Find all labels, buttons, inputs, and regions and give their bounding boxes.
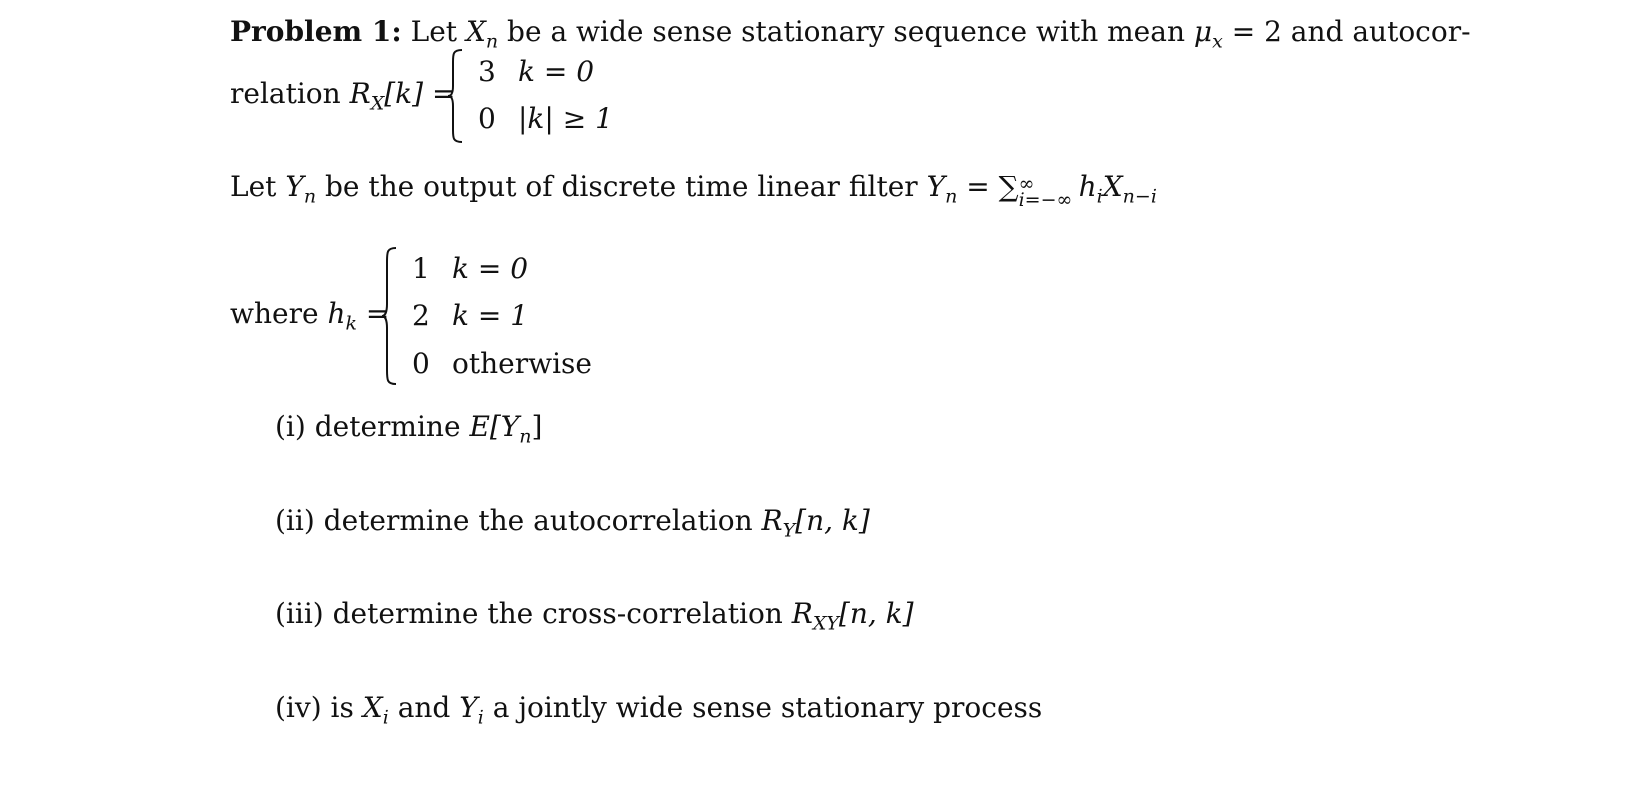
part-iv-text-a: is xyxy=(330,691,354,724)
filter-equals: = xyxy=(966,170,990,203)
relation-word: relation xyxy=(230,77,341,110)
filter-let: Let xyxy=(230,170,277,203)
x-sym: X xyxy=(1102,170,1123,203)
mu-symbol: μ xyxy=(1193,15,1213,48)
hk-case-2-condition: k = 1 xyxy=(452,299,529,332)
intro-let: Let xyxy=(410,15,458,48)
part-ii-sub: Y xyxy=(782,519,796,542)
hk-case-1-condition: k = 0 xyxy=(452,252,529,285)
sum-upper: ∞ xyxy=(1018,173,1035,195)
hk-left-brace xyxy=(380,246,400,386)
where-label: where xyxy=(230,297,319,330)
problem-heading: Problem 1: xyxy=(230,15,402,48)
rx-left-brace xyxy=(446,48,466,144)
intro-text: be a wide sense stationary sequence with mean xyxy=(507,15,1185,48)
part-iii-expr: R xyxy=(791,597,813,630)
part-iv-y: Y xyxy=(459,691,478,724)
part-iv xyxy=(275,691,1043,729)
part-iv-x-sub: i xyxy=(382,706,389,729)
hk-sub: k xyxy=(345,312,357,335)
part-iii-num: (iii) xyxy=(275,597,324,630)
rx-case-2-condition: |k| ≥ 1 xyxy=(518,102,613,135)
where-line xyxy=(230,297,390,335)
part-iv-text-c: a jointly wide sense stationary process xyxy=(492,691,1043,724)
part-iv-num: (iv) xyxy=(275,691,322,724)
part-iv-text-b: and xyxy=(397,691,451,724)
part-i-num: (i) xyxy=(275,410,306,443)
hk-equals: = xyxy=(365,297,390,330)
x-sub: n−i xyxy=(1122,185,1157,208)
part-ii-expr: R xyxy=(761,504,783,537)
hk-case-3-value: 0 xyxy=(412,347,430,380)
part-ii-end: [n, k] xyxy=(795,504,870,537)
rx-case-2-value: 0 xyxy=(478,102,496,135)
h-i-sub: i xyxy=(1096,185,1103,208)
part-iii-end: [n, k] xyxy=(838,597,914,630)
hk-case-2-value: 2 xyxy=(412,299,430,332)
part-i-text: determine xyxy=(314,410,461,443)
rx-sub: X xyxy=(370,92,385,115)
part-iii-sub: XY xyxy=(812,612,839,635)
rx-symbol: R xyxy=(349,77,371,110)
part-ii-num: (ii) xyxy=(275,504,315,537)
relation-line xyxy=(230,77,456,115)
rx-arg: [k] = xyxy=(384,77,456,110)
sum-lower: i=−∞ xyxy=(1018,189,1073,211)
part-ii-text: determine the autocorrelation xyxy=(323,504,753,537)
filter-text: be the output of discrete time linear filter xyxy=(324,170,918,203)
hk-case-1-value: 1 xyxy=(412,252,430,285)
filter-line xyxy=(230,170,1157,211)
hk-symbol: h xyxy=(327,297,346,330)
part-iv-y-sub: i xyxy=(477,706,484,729)
problem-line-1 xyxy=(230,15,1471,53)
filter-y: Y xyxy=(926,170,946,203)
part-iv-x: X xyxy=(362,691,383,724)
part-ii xyxy=(275,504,870,542)
mu-sub: x xyxy=(1212,30,1223,53)
h-i-sym: h xyxy=(1078,170,1097,203)
part-iii xyxy=(275,597,914,635)
part-i-expr: E[Y xyxy=(469,410,520,443)
filter-y-sub: n xyxy=(945,185,958,208)
part-iii-text: determine the cross-correlation xyxy=(332,597,783,630)
hk-case-3-condition: otherwise xyxy=(452,347,592,380)
x-n-symbol: $X_n$ xyxy=(465,15,499,53)
rx-case-1-value: 3 xyxy=(478,55,496,88)
part-i xyxy=(275,410,543,448)
mu-value: = 2 and autocor- xyxy=(1231,15,1471,48)
sum-sign: ∑ xyxy=(998,170,1019,203)
part-i-sub: n xyxy=(519,425,532,448)
y-n-symbol: $Y_n$ xyxy=(285,170,317,208)
rx-case-1-condition: k = 0 xyxy=(518,55,595,88)
part-i-end: ] xyxy=(531,410,543,443)
